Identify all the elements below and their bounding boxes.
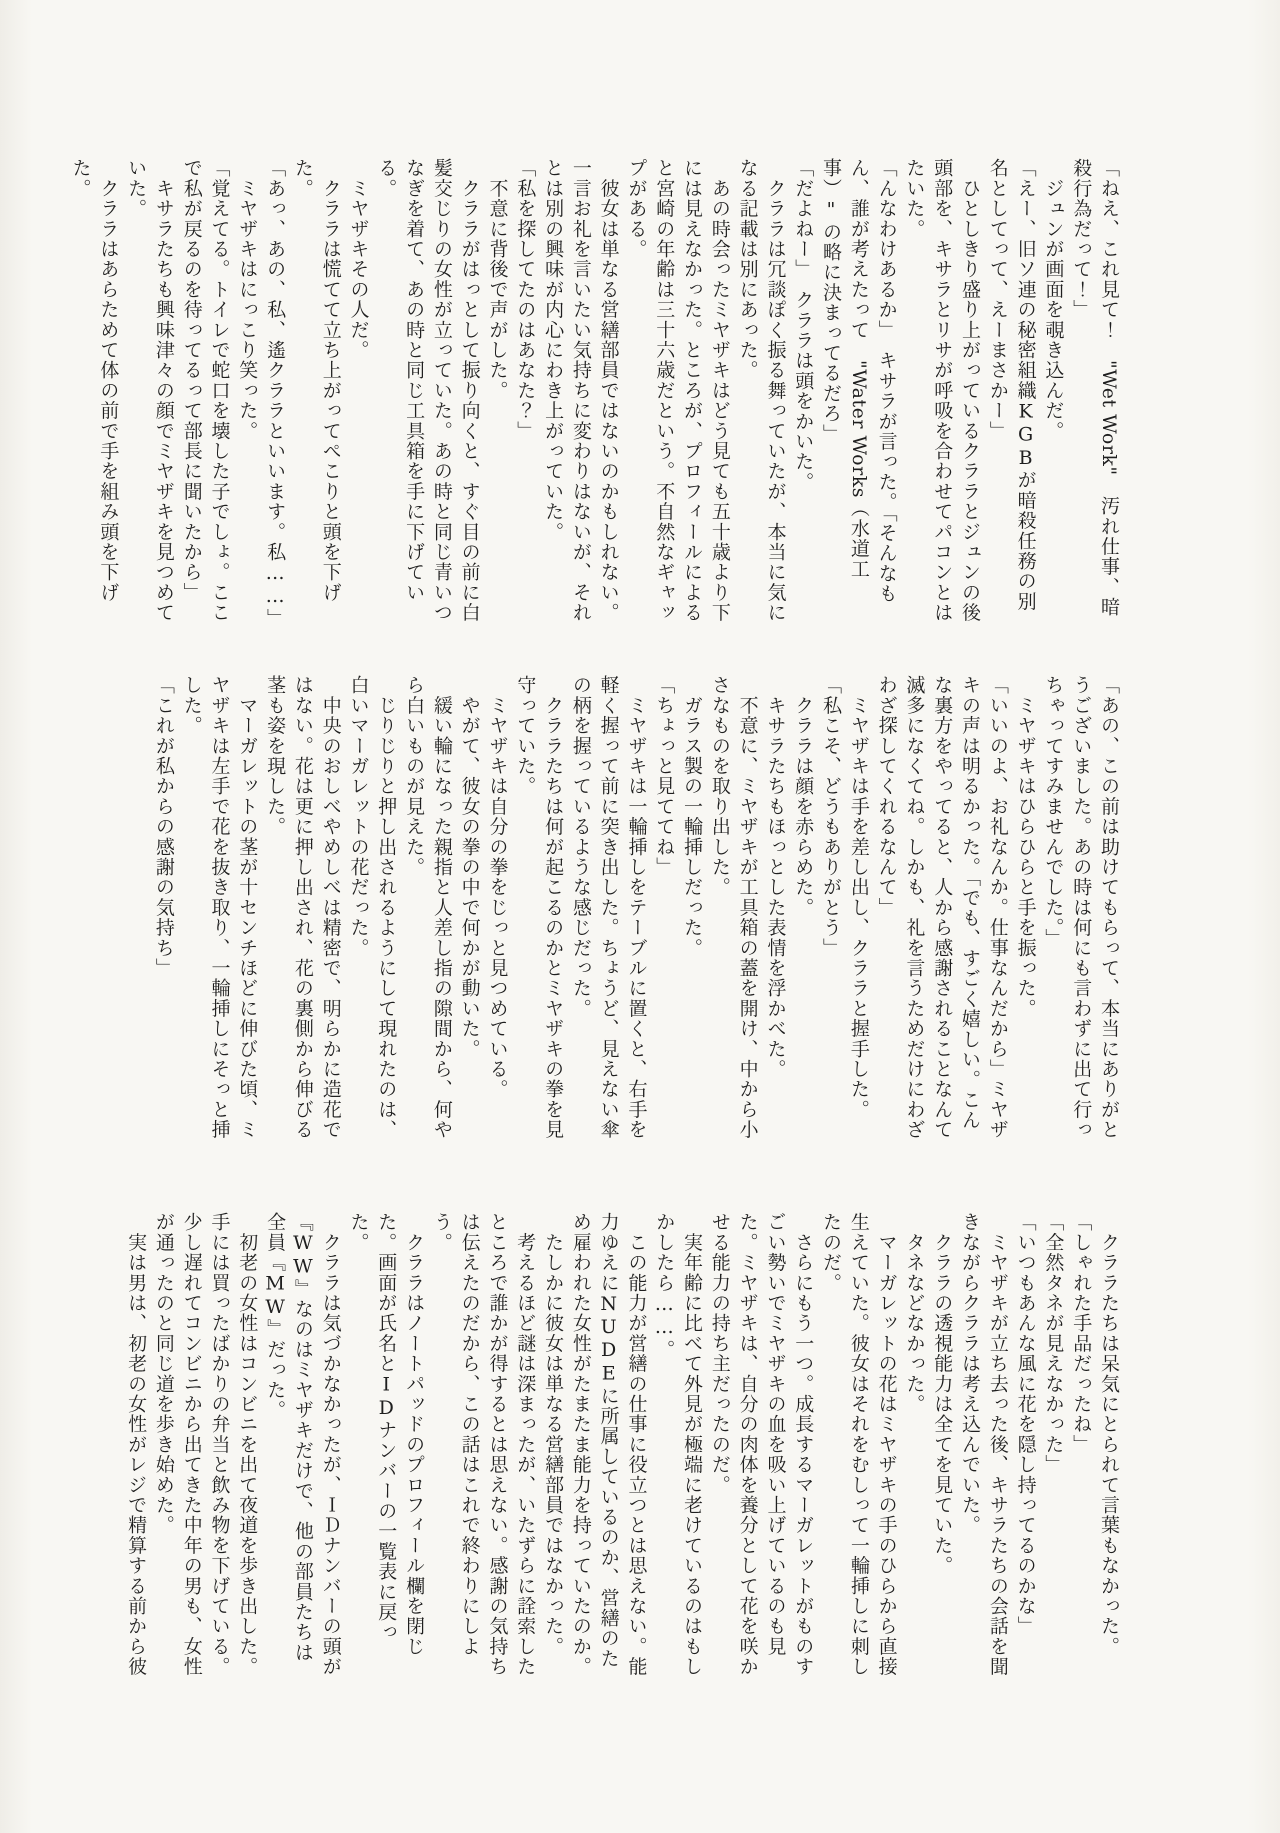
paragraph: マーガレットの花はミヤザキの手のひらから直接生えていた。彼女はそれをむしって一輪挿しに刺したのだ。	[820, 1212, 898, 1677]
paragraph: クララは顔を赤らめた。	[792, 675, 815, 918]
text-block-top	[66, 158, 1122, 628]
paragraph: ひとしきり盛り上がっているクララとジュンの後頭部を、キサラとリサが呼吸を合わせてパコンとはたいた。	[903, 158, 982, 623]
paragraph: さらにもう一つ。成長するマーガレットがものすごい勢いでミヤザキの血を吸い上げているのも見た。ミヤザキは、自分の肉体を養分として花を咲かせる能力の持ち主だったのだ。	[708, 1212, 815, 1677]
paragraph: クララはノートパッドのプロフィール欄を閉じた。画面が氏名とIDナンバーの一覧表に戻った。	[347, 1212, 426, 1657]
text-block-middle	[149, 675, 1122, 1145]
paragraph: クララたちは何が起こるのかとミヤザキの拳を見守っていた。	[514, 675, 565, 1140]
paragraph: 「これが私からの感謝の気持ち」	[152, 675, 175, 978]
paragraph: クララの透視能力は全てを見ていた。	[931, 1212, 954, 1576]
paragraph: ミヤザキその人だ。	[347, 158, 370, 360]
paragraph: たしかに彼女は単なる営繕部員ではなかった。	[542, 1212, 565, 1657]
paragraph: 初老の女性はコンビニを出て夜道を歩き出した。手には買ったばかりの弁当と飲み物を下げている。少し遅れてコンビニから出てきた中年の男も、女性が通ったのと同じ道を歩き始めた。	[152, 1212, 259, 1677]
paragraph: 中央のおしべやめしべは精密で、明らかに造花ではない。花は更に押し出され、花の裏側から伸びる茎も姿を現した。	[264, 675, 342, 1140]
paragraph: ミヤザキはひらひらと手を振った。	[1014, 675, 1037, 1019]
paragraph: ミヤザキは手を差し出し、クララと握手した。	[847, 675, 870, 1120]
paragraph: クララは慌てて立ち上がってぺこりと頭を下げた。	[291, 158, 342, 603]
paragraph: 実年齢に比べて外見が極端に老けているのはもしかしたら……。	[653, 1212, 704, 1677]
paragraph: 実は男は、初老の女性がレジで精算する前から彼	[125, 1212, 148, 1677]
paragraph: クララはあらためて体の前で手を組み頭を下げた。	[69, 158, 120, 603]
paragraph: 彼女は単なる営繕部員ではないのかもしれない。一言お礼を言いたい気持ちに変わりはないが、それとは別の興味が内心にわき上がっていた。	[542, 158, 620, 623]
paragraph: 不意に背後で声がした。	[486, 158, 509, 401]
paragraph: 「いいのよ、お礼なんか。仕事なんだから」ミヤザキの声は明るかった。「でも、すごく嬉しい。こんな裏方をやってると、人から感謝されることなんて滅多になくてね。しかも、礼を言うためだけにわざわざ探してくれるなんて」	[875, 675, 1009, 1140]
paragraph: ミヤザキはにっこり笑った。	[236, 158, 259, 441]
paragraph: あの時会ったミヤザキはどう見ても五十歳より下には見えなかった。ところが、プロフィールによると宮崎の年齢は三十六歳だという。不自然なギャップがある。	[625, 158, 731, 623]
paragraph: 「しゃれた手品だったね」	[1070, 1212, 1093, 1455]
paragraph: 「全然タネが見えなかった」	[1042, 1212, 1065, 1475]
latin-rotated-text: "Water Works	[847, 360, 870, 498]
paragraph: クララは冗談ぽく振る舞っていたが、本当に気になる記載は別にあった。	[736, 158, 787, 623]
paragraph: じりじりと押し出されるようにして現れたのは、白いマーガレットの花だった。	[347, 675, 398, 1140]
paragraph: ミヤザキは一輪挿しをテーブルに置くと、右手を軽く握って前に突き出した。ちょうど、見えない傘の柄を握っているような感じだった。	[569, 675, 648, 1140]
latin-rotated-text: "Wet Work"	[1098, 360, 1120, 476]
text-block-bottom	[121, 1212, 1122, 1682]
paragraph: キサラたちも興味津々の顔でミヤザキを見つめていた。	[125, 158, 175, 623]
paragraph: 「いつもあんな風に花を隠し持ってるのかな」	[1014, 1212, 1037, 1637]
paragraph: ジュンが画面を覗き込んだ。	[1042, 158, 1065, 441]
paragraph: 「えー、旧ソ連の秘密組織KGBが暗殺任務の別名としてって、えーまさかー」	[986, 158, 1037, 612]
paragraph: ガラス製の一輪挿しだった。	[681, 675, 704, 958]
paragraph: 「覚えてる。トイレで蛇口を壊した子でしょ。ここで私が戻るのを待ってるって部長に聞いたから」	[180, 158, 231, 623]
paragraph: 「あっ、あの、私、遙クララといいます。私……」	[264, 158, 287, 629]
paragraph: 「ねえ、これ見て！ "Wet Work" 汚れ仕事、暗殺行為だって！」	[1070, 158, 1120, 618]
paragraph: マーガレットの茎が十センチほどに伸びた頃、ミヤザキは左手で花を抜き取り、一輪挿しにそっと挿した。	[180, 675, 259, 1140]
paragraph: 「私を探してたのはあなた？」	[514, 158, 537, 441]
paragraph: キサラたちもほっとした表情を浮かべた。	[764, 675, 787, 1079]
paragraph: クララたちは呆気にとられて言葉もなかった。	[1098, 1212, 1120, 1657]
paragraph: ミヤザキは自分の拳をじっと見つめている。	[486, 675, 509, 1100]
paragraph: ミヤザキが立ち去った後、キサラたちの会話を聞きながらクララは考え込んでいた。	[959, 1212, 1009, 1677]
paragraph: クララは気づかなかったが、ＩＤナンバーの頭が『WW』なのはミヤザキだけで、他の部員たちは全員『MW』だった。	[264, 1212, 342, 1677]
paragraph: 「だよねー」 クララは頭をかいた。	[792, 158, 815, 492]
paragraph: 緩い輪になった親指と人差し指の隙間から、何やら白いものが見えた。	[403, 675, 453, 1140]
paragraph: クララがはっとして振り向くと、すぐ目の前に白髪交じりの女性が立っていた。あの時と同じ青いつなぎを着て、あの時と同じ工具箱を手に下げている。	[375, 158, 481, 623]
paragraph: 「あの、この前は助けてもらって、本当にありがとうございました。あの時は何にも言わずに出て行っちゃってすみませんでした。」	[1042, 675, 1120, 1140]
paragraph: この能力が営繕の仕事に役立つとは思えない。能力ゆえにNUDEに所属しているのか、営繕のため雇われた女性がたまたま能力を持っていたのか。	[569, 1212, 648, 1677]
paragraph: やがて、彼女の拳の中で何かが動いた。	[458, 675, 481, 1059]
paragraph: 考えるほど謎は深まったが、いたずらに詮索したところで誰かが得するとは思えない。感謝の気持ちは伝えたのだから、この話はこれで終わりにしよう。	[430, 1212, 537, 1677]
paragraph: 「ちょっと見ててね」	[653, 675, 676, 877]
paragraph: タネなどなかった。	[903, 1212, 926, 1414]
paragraph: 「んなわけあるか」 キサラが言った。「そんなもん、誰が考えたって "Water Works（水道工事）"の略に決まってるだろ」	[820, 158, 898, 604]
paragraph: 「私こそ、どうもありがとう」	[820, 675, 843, 958]
paragraph: 不意に、ミヤザキが工具箱の蓋を開け、中から小さなものを取り出した。	[708, 675, 759, 1140]
